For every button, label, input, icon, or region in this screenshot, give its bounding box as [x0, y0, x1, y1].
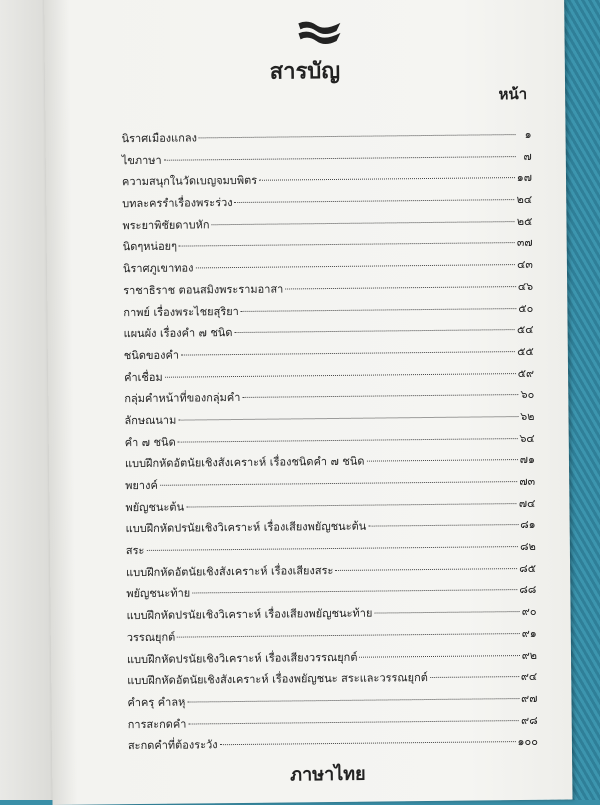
toc-entry-title: นิดๆหน่อยๆ	[122, 240, 178, 254]
dot-leader	[212, 221, 515, 225]
toc-entry-page: ๒๕	[516, 214, 533, 228]
dot-leader	[179, 243, 515, 248]
toc-entry-title: การสะกดคำ	[127, 717, 187, 731]
toc-entry-title: บทละครรำเรื่องพระร่วง	[122, 196, 233, 211]
toc-entry-title: นิราศเมืองแกลง	[121, 131, 198, 146]
toc-entry-page: ๔๓	[516, 258, 533, 272]
toc-entry-title: วรรณยุกต์	[126, 630, 176, 644]
dot-leader	[199, 134, 516, 138]
dot-leader	[368, 524, 518, 527]
dot-leader	[177, 633, 519, 638]
toc-entry-page: ๖๒	[520, 409, 535, 423]
toc-entry-page: ๑๐๐	[517, 735, 538, 749]
toc-entry-page: ๗๔	[518, 496, 536, 510]
toc-entry-title: แบบฝึกหัดอัตนัยเชิงสังเคราะห์ เรื่องพยัญชนะ สระและวรรณยุกต์	[127, 671, 428, 688]
dot-leader	[195, 264, 515, 268]
toc-entry-page: ๙๒	[521, 648, 538, 662]
toc-entry-title: พยัญชนะท้าย	[126, 586, 191, 601]
dot-leader	[359, 655, 519, 658]
toc-entry-page: ๗๑	[519, 453, 536, 467]
dot-leader	[335, 568, 517, 571]
toc-entry-page: ๙๗	[521, 691, 538, 705]
toc-entry-title: พยางค์	[125, 478, 158, 493]
toc-entry-title: แบบฝึกหัดปรนัยเชิงวิเคราะห์ เรื่องเสียงพยัญชนะท้าย	[126, 606, 373, 623]
toc-entry-title: แบบฝึกหัดอัตนัยเชิงสังเคราะห์ เรื่องเสียงสระ	[126, 563, 334, 579]
dot-leader	[165, 373, 516, 378]
page-column-header: หน้า	[498, 84, 528, 104]
publisher-logo: ภาษาไทย	[290, 763, 366, 786]
dot-leader	[146, 546, 518, 551]
toc-entry-title: คำครุ คำลหุ	[127, 695, 186, 710]
toc-entry-title: ราชาธิราช ตอนสมิงพระรามอาสา	[123, 282, 284, 297]
toc-entry-title: สะกดคำที่ต้องระวัง	[127, 738, 218, 753]
toc-entry-page: ๙๔	[520, 670, 538, 684]
table-of-contents	[121, 125, 538, 758]
dot-leader	[241, 308, 517, 312]
dot-leader	[430, 676, 519, 678]
toc-entry-title: ความสนุกในวัดเบญจมบพิตร	[121, 174, 258, 189]
page-title: สารบัญ	[269, 57, 341, 85]
toc-entry-page: ๒๔	[516, 192, 533, 207]
dot-leader	[259, 177, 515, 181]
toc-entry-title: แบบฝึกหัดอัตนัยเชิงสังเคราะห์ เรื่องชนิดคำ ๗ ชนิด	[124, 454, 365, 471]
toc-entry-page: ๘๘	[519, 583, 537, 597]
toc-entry-page: ๕๐	[518, 301, 534, 315]
toc-entry-title: คำ ๗ ชนิด	[124, 435, 176, 449]
toc-entry-page: ๖๐	[520, 388, 535, 402]
toc-entry-title: ลักษณนาม	[124, 413, 177, 428]
toc-entry-title: ชนิดของคำ	[123, 348, 180, 363]
toc-entry-title: พยัญชนะต้น	[125, 500, 185, 514]
dot-leader	[181, 351, 515, 355]
dot-leader	[164, 156, 516, 161]
toc-entry-page: ๕๙	[517, 366, 535, 380]
toc-entry-page: ๕๔	[516, 323, 534, 337]
dot-leader	[186, 503, 517, 507]
dot-leader	[188, 720, 519, 724]
toc-entry-title: พระยาพิชัยดาบหัก	[122, 218, 210, 232]
dot-leader	[178, 416, 518, 421]
toc-entry-title: แบบฝึกหัดปรนัยเชิงวิเคราะห์ เรื่องเสียงวรรณยุกต์	[126, 650, 358, 666]
toc-entry-page: ๙๘	[521, 713, 538, 727]
dot-leader	[160, 481, 518, 486]
toc-entry-page: ๑	[524, 127, 532, 141]
toc-entry-page: ๑๗	[516, 171, 533, 185]
toc-entry-title: ไขภาษา	[121, 153, 162, 167]
toc-entry	[128, 732, 538, 758]
toc-entry-page: ๖๔	[519, 431, 535, 445]
dot-leader	[178, 438, 518, 443]
toc-entry-title: แผนผัง เรื่องคำ ๗ ชนิด	[123, 326, 233, 341]
dot-leader	[220, 741, 516, 745]
dot-leader	[374, 611, 519, 614]
toc-entry-title: นิราศภูเขาทอง	[122, 261, 194, 276]
toc-entry-title: คำเชื่อม	[123, 370, 163, 384]
toc-entry-page: ๗๓	[519, 474, 536, 489]
dot-leader	[187, 698, 519, 702]
toc-entry-page: ๘๕	[519, 561, 537, 575]
toc-entry-page: ๙๑	[521, 626, 537, 640]
toc-entry-page: ๙๐	[521, 605, 537, 619]
toc-entry-page: ๔๖	[517, 279, 534, 293]
book-page	[44, 0, 573, 805]
dot-leader	[366, 459, 517, 462]
toc-entry-title: แบบฝึกหัดปรนัยเชิงวิเคราะห์ เรื่องเสียงพยัญชนะต้น	[125, 520, 367, 536]
dot-leader	[235, 199, 515, 203]
toc-entry-title: สระ	[125, 544, 145, 558]
emblem-icon	[296, 19, 342, 45]
toc-entry-title: กลุ่มคำหน้าที่ของกลุ่มคำ	[124, 391, 241, 406]
dot-leader	[235, 329, 515, 333]
toc-entry-page: ๘๑	[520, 518, 536, 532]
toc-entry-page: ๕๕	[517, 344, 534, 358]
dot-leader	[242, 394, 518, 398]
dot-leader	[285, 286, 516, 289]
toc-entry-page: ๗	[523, 149, 532, 163]
toc-entry-page: ๓๗	[516, 236, 533, 250]
toc-entry-page: ๘๒	[520, 539, 536, 554]
toc-entry-title: กาพย์ เรื่องพระไชยสุริยา	[123, 304, 239, 319]
dot-leader	[192, 590, 517, 594]
